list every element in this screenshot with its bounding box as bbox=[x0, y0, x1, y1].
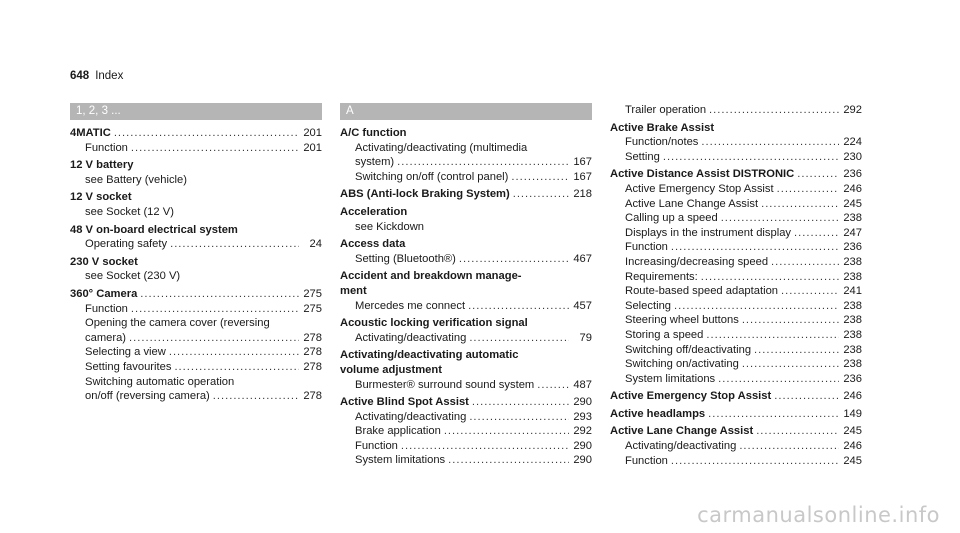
subentry-text: Function bbox=[625, 454, 668, 467]
index-entry-heading[interactable] bbox=[610, 167, 862, 182]
entry-list bbox=[610, 121, 862, 469]
page-reference: 245 bbox=[843, 454, 862, 467]
index-entry bbox=[70, 158, 322, 187]
entry-list bbox=[340, 126, 592, 468]
index-subentry[interactable] bbox=[70, 237, 322, 252]
dot-leader bbox=[444, 424, 569, 439]
index-subentry[interactable] bbox=[610, 343, 862, 358]
subentry-text: Requirements: bbox=[625, 270, 698, 283]
dot-leader bbox=[469, 410, 569, 425]
subentry-text: Trailer operation bbox=[625, 104, 707, 116]
dot-leader bbox=[401, 439, 569, 454]
index-entry bbox=[340, 237, 592, 266]
dot-leader bbox=[674, 299, 839, 314]
subentry-text: Increasing/decreasing speed bbox=[625, 255, 769, 268]
index-subentry[interactable] bbox=[340, 453, 592, 468]
page-reference: 79 bbox=[579, 331, 592, 344]
entry-title: 4MATIC bbox=[70, 127, 111, 139]
page-reference: 290 bbox=[573, 396, 592, 409]
subentry-text: Activating/deactivating bbox=[355, 331, 467, 344]
index-subentry[interactable] bbox=[610, 135, 862, 150]
page-reference: 236 bbox=[843, 372, 862, 385]
subentry-line: Switching automatic operation bbox=[85, 375, 235, 388]
entry-title[interactable]: ment bbox=[340, 284, 367, 297]
subentry-text: Function bbox=[85, 302, 128, 315]
subentry-text: Switching off/deactivating bbox=[625, 343, 752, 356]
watermark: carmanualsonline.info bbox=[697, 503, 940, 527]
dot-leader bbox=[129, 331, 299, 346]
page-reference: 218 bbox=[573, 188, 592, 201]
index-entry bbox=[610, 167, 862, 386]
subentry-text: system) bbox=[355, 156, 395, 169]
index-subentry[interactable] bbox=[340, 155, 592, 170]
page-reference: 278 bbox=[303, 346, 322, 359]
index-subentry[interactable] bbox=[610, 439, 862, 454]
page-number: 648 bbox=[70, 70, 90, 82]
dot-leader bbox=[777, 182, 839, 197]
subentry-text: Steering wheel buttons bbox=[625, 314, 739, 327]
page-reference: 292 bbox=[573, 425, 592, 438]
entry-title-line: Activating/deactivating automatic bbox=[340, 349, 519, 362]
subentry-text: camera) bbox=[85, 331, 127, 344]
subentry-text: Storing a speed bbox=[625, 328, 704, 341]
page-reference: 278 bbox=[303, 360, 322, 373]
page-reference: 241 bbox=[843, 285, 862, 298]
dot-leader bbox=[794, 226, 839, 241]
page-reference: 236 bbox=[843, 168, 862, 181]
subentry-text: Calling up a speed bbox=[625, 212, 718, 225]
index-subentry[interactable] bbox=[340, 299, 592, 314]
index-subentry[interactable] bbox=[610, 454, 862, 469]
page-reference: 245 bbox=[843, 425, 862, 438]
subentry-text: System limitations bbox=[625, 372, 716, 385]
subentry-text: Setting favourites bbox=[85, 360, 172, 373]
dot-leader bbox=[174, 360, 299, 375]
page-reference: 24 bbox=[309, 238, 322, 251]
dot-leader bbox=[511, 170, 569, 185]
index-entry-heading[interactable] bbox=[340, 395, 592, 410]
entry-title[interactable]: Acceleration bbox=[340, 205, 408, 218]
index-subentry[interactable] bbox=[610, 226, 862, 241]
dot-leader bbox=[781, 284, 839, 299]
index-entry-heading[interactable] bbox=[610, 389, 862, 404]
subentry-text: Switching on/off (control panel) bbox=[355, 170, 509, 183]
see-reference[interactable]: see Battery (vehicle) bbox=[85, 173, 187, 186]
dot-leader bbox=[448, 453, 569, 468]
index-entry-heading[interactable] bbox=[610, 424, 862, 439]
page-reference: 224 bbox=[843, 136, 862, 149]
entry-title[interactable]: 230 V socket bbox=[70, 255, 138, 268]
subentry-text: Function/notes bbox=[625, 136, 699, 149]
index-entry bbox=[610, 424, 862, 468]
index-entry bbox=[610, 407, 862, 422]
page-reference: 278 bbox=[303, 390, 322, 403]
subentry-text: Route-based speed adaptation bbox=[625, 285, 779, 298]
subentry-line: Opening the camera cover (reversing bbox=[85, 317, 270, 330]
index-subentry[interactable] bbox=[610, 313, 862, 328]
index-subentry[interactable] bbox=[70, 331, 322, 346]
page-reference: 275 bbox=[303, 302, 322, 315]
page-reference: 290 bbox=[573, 439, 592, 452]
dot-leader bbox=[771, 255, 839, 270]
index-subentry[interactable] bbox=[610, 284, 862, 299]
index-subentry[interactable] bbox=[70, 302, 322, 317]
dot-leader bbox=[708, 407, 839, 422]
index-entry-heading[interactable] bbox=[70, 287, 322, 302]
subentry-text: Activating/deactivating bbox=[355, 410, 467, 423]
dot-leader bbox=[701, 270, 839, 285]
index-entry bbox=[70, 287, 322, 404]
index-subentry[interactable] bbox=[610, 197, 862, 212]
index-entry bbox=[70, 223, 322, 252]
section-header: A bbox=[340, 103, 592, 120]
dot-leader bbox=[671, 240, 839, 255]
subentry-text: Setting (Bluetooth®) bbox=[355, 252, 456, 265]
index-entry bbox=[70, 126, 322, 155]
page-reference: 236 bbox=[843, 241, 862, 254]
page-reference: 238 bbox=[843, 270, 862, 283]
page-reference: 167 bbox=[573, 156, 592, 169]
page-reference: 467 bbox=[573, 252, 592, 265]
subentry-text: Displays in the instrument display bbox=[625, 226, 792, 239]
index-subentry[interactable] bbox=[610, 270, 862, 285]
index-subentry[interactable] bbox=[610, 103, 862, 118]
dot-leader bbox=[761, 197, 839, 212]
dot-leader bbox=[513, 187, 569, 202]
index-subentry[interactable] bbox=[610, 255, 862, 270]
subentry-text: Switching on/activating bbox=[625, 358, 739, 371]
subentry-text: Function bbox=[85, 141, 128, 154]
page-reference: 293 bbox=[573, 410, 592, 423]
index-subentry[interactable] bbox=[610, 182, 862, 197]
page-reference: 238 bbox=[843, 299, 862, 312]
dot-leader bbox=[131, 141, 299, 156]
page-reference: 238 bbox=[843, 314, 862, 327]
page-reference: 292 bbox=[843, 104, 862, 116]
index-entry bbox=[340, 205, 592, 234]
index-subentry[interactable] bbox=[340, 410, 592, 425]
page-reference: 238 bbox=[843, 328, 862, 341]
subentry-text: Mercedes me connect bbox=[355, 299, 466, 312]
subentry-text: Setting bbox=[625, 150, 660, 163]
entry-title: 360° Camera bbox=[70, 287, 138, 300]
index-subentry[interactable] bbox=[610, 372, 862, 387]
index-entry bbox=[70, 190, 322, 219]
index-entry bbox=[340, 395, 592, 468]
subentry-text: Function bbox=[625, 241, 668, 254]
index-subentry[interactable] bbox=[70, 141, 322, 156]
entry-title-line: Accident and breakdown manage- bbox=[340, 270, 522, 283]
index-entry bbox=[610, 121, 862, 165]
index-column-2 bbox=[340, 103, 592, 471]
dot-leader bbox=[459, 252, 569, 267]
index-subentry[interactable] bbox=[610, 357, 862, 372]
section-header: 1, 2, 3 ... bbox=[70, 103, 322, 120]
page-reference: 201 bbox=[303, 141, 322, 154]
index-subentry[interactable] bbox=[610, 328, 862, 343]
dot-leader bbox=[774, 389, 839, 404]
see-reference[interactable]: see Socket (230 V) bbox=[85, 270, 181, 283]
page-header bbox=[70, 70, 123, 82]
dot-leader bbox=[742, 313, 839, 328]
index-entry bbox=[340, 348, 592, 392]
dot-leader bbox=[213, 389, 299, 404]
index-column-3 bbox=[610, 103, 862, 471]
entry-title: ABS (Anti-lock Braking System) bbox=[340, 188, 510, 201]
page-reference: 246 bbox=[843, 390, 862, 403]
dot-leader bbox=[754, 343, 839, 358]
entry-title[interactable]: A/C function bbox=[340, 127, 407, 139]
index-entry bbox=[340, 316, 592, 345]
index-subentry[interactable] bbox=[340, 424, 592, 439]
continued-entry bbox=[610, 103, 862, 118]
dot-leader bbox=[718, 372, 839, 387]
page-reference: 238 bbox=[843, 343, 862, 356]
entry-title: Active Emergency Stop Assist bbox=[610, 390, 772, 403]
dot-leader bbox=[742, 357, 839, 372]
index-entry bbox=[340, 269, 592, 313]
index-subentry[interactable] bbox=[610, 211, 862, 226]
index-subentry[interactable] bbox=[70, 389, 322, 404]
dot-leader bbox=[797, 167, 839, 182]
entry-title: Active headlamps bbox=[610, 407, 706, 420]
page-reference: 246 bbox=[843, 182, 862, 195]
index-entry-heading[interactable] bbox=[70, 126, 322, 141]
dot-leader bbox=[468, 299, 569, 314]
subentry-text: on/off (reversing camera) bbox=[85, 390, 210, 403]
entry-title: Active Blind Spot Assist bbox=[340, 396, 469, 409]
index-subentry[interactable] bbox=[340, 439, 592, 454]
index-subentry[interactable] bbox=[340, 378, 592, 393]
entry-title[interactable]: Acoustic locking verification signal bbox=[340, 317, 528, 330]
index-subentry[interactable] bbox=[340, 252, 592, 267]
page-reference: 278 bbox=[303, 331, 322, 344]
dot-leader bbox=[472, 395, 569, 410]
entry-title[interactable]: 48 V on-board electrical system bbox=[70, 223, 238, 236]
page-reference: 457 bbox=[573, 299, 592, 312]
dot-leader bbox=[756, 424, 839, 439]
page-reference: 149 bbox=[843, 407, 862, 420]
dot-leader bbox=[397, 155, 569, 170]
entry-title[interactable]: 12 V battery bbox=[70, 159, 134, 172]
entry-title[interactable]: Access data bbox=[340, 238, 406, 251]
index-entry-heading[interactable] bbox=[610, 407, 862, 422]
page-reference: 238 bbox=[843, 212, 862, 225]
entry-title[interactable]: Active Brake Assist bbox=[610, 121, 715, 134]
subentry-text: Brake application bbox=[355, 425, 441, 438]
dot-leader bbox=[671, 454, 839, 469]
subentry-text: Selecting bbox=[625, 299, 672, 312]
subentry-text: Burmester® surround sound system bbox=[355, 378, 535, 391]
index-subentry[interactable] bbox=[340, 331, 592, 346]
subentry-text: Selecting a view bbox=[85, 346, 166, 359]
page-reference: 487 bbox=[573, 378, 592, 391]
dot-leader bbox=[721, 211, 839, 226]
subentry-text: Active Lane Change Assist bbox=[625, 197, 759, 210]
subentry-text: Activating/deactivating bbox=[625, 440, 737, 453]
dot-leader bbox=[706, 328, 839, 343]
index-entry bbox=[340, 126, 592, 184]
index-subentry[interactable] bbox=[340, 170, 592, 185]
see-reference[interactable]: see Socket (12 V) bbox=[85, 205, 174, 218]
index-column-1 bbox=[70, 103, 322, 407]
page-reference: 238 bbox=[843, 358, 862, 371]
page-reference: 245 bbox=[843, 197, 862, 210]
page-title: Index bbox=[95, 70, 124, 82]
entry-title: Active Lane Change Assist bbox=[610, 425, 754, 438]
dot-leader bbox=[140, 287, 299, 302]
page-reference: 247 bbox=[843, 226, 862, 239]
page-reference: 230 bbox=[843, 150, 862, 163]
index-entry bbox=[610, 389, 862, 404]
page-reference: 201 bbox=[303, 127, 322, 139]
dot-leader bbox=[701, 135, 839, 150]
index-subentry[interactable] bbox=[610, 150, 862, 165]
dot-leader bbox=[169, 345, 299, 360]
dot-leader bbox=[131, 302, 299, 317]
subentry-line: Activating/deactivating (multimedia bbox=[355, 141, 528, 154]
subentry-text: Active Emergency Stop Assist bbox=[625, 182, 774, 195]
dot-leader bbox=[469, 331, 569, 346]
see-reference[interactable]: see Kickdown bbox=[355, 220, 425, 233]
subentry-text: Function bbox=[355, 439, 398, 452]
subentry-text: System limitations bbox=[355, 454, 446, 467]
page-reference: 275 bbox=[303, 287, 322, 300]
index-entry-heading[interactable] bbox=[340, 187, 592, 202]
dot-leader bbox=[663, 150, 839, 165]
page-reference: 167 bbox=[573, 170, 592, 183]
entry-title[interactable]: volume adjustment bbox=[340, 363, 442, 376]
entry-title[interactable]: 12 V socket bbox=[70, 191, 132, 204]
entry-title: Active Distance Assist DISTRONIC bbox=[610, 168, 795, 181]
page-reference: 238 bbox=[843, 255, 862, 268]
dot-leader bbox=[739, 439, 839, 454]
page-reference: 246 bbox=[843, 440, 862, 453]
index-subentry[interactable] bbox=[610, 240, 862, 255]
dot-leader bbox=[170, 237, 299, 252]
dot-leader bbox=[709, 103, 839, 118]
dot-leader bbox=[114, 126, 299, 141]
index-subentry[interactable] bbox=[70, 360, 322, 375]
index-subentry[interactable] bbox=[70, 345, 322, 360]
index-entry bbox=[70, 255, 322, 284]
dot-leader bbox=[537, 378, 569, 393]
index-subentry[interactable] bbox=[610, 299, 862, 314]
entry-list bbox=[70, 126, 322, 404]
index-entry bbox=[340, 187, 592, 202]
page-reference: 290 bbox=[573, 454, 592, 467]
subentry-text: Operating safety bbox=[85, 238, 168, 251]
